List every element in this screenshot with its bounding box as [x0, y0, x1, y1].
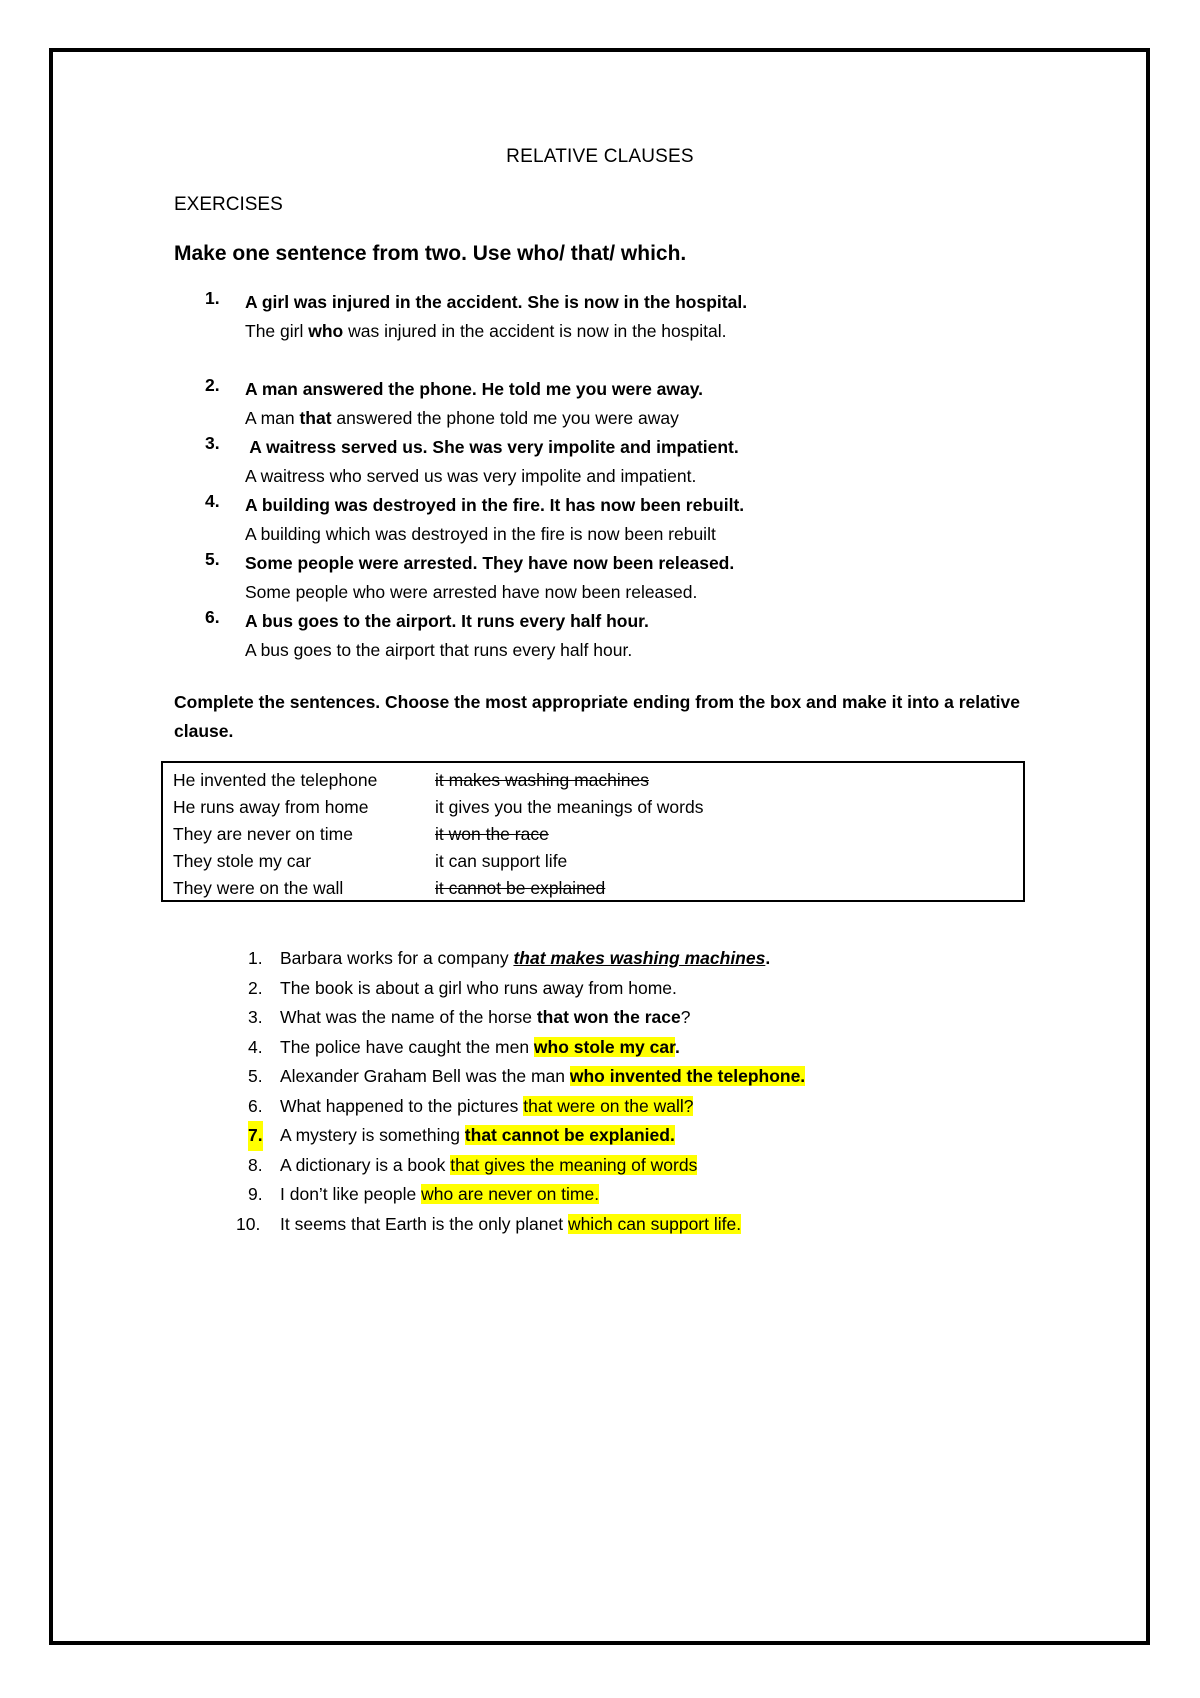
- item-number: 2.: [248, 977, 263, 998]
- answer-text: A man: [245, 408, 300, 428]
- item-text: What happened to the pictures: [280, 1095, 524, 1116]
- item-number: 3.: [205, 433, 220, 453]
- item-text: A dictionary is a book: [280, 1154, 451, 1175]
- exercise-2-item: [248, 944, 805, 974]
- item-number: 1.: [205, 288, 220, 308]
- item-text: Alexander Graham Bell was the man: [280, 1066, 570, 1086]
- item-answer: [245, 462, 747, 491]
- item-question: A bus goes to the airport. It runs every half hour.: [245, 611, 649, 631]
- item-question: A girl was injured in the accident. She is now in the hospital.: [245, 292, 748, 312]
- exercise-2-item: [248, 1092, 805, 1122]
- exercise-1-item: [205, 491, 747, 549]
- answer-keyword: who: [308, 321, 344, 341]
- answer-text: A bus goes to the airport that runs every half hour.: [245, 640, 633, 660]
- item-number: 4.: [205, 491, 220, 511]
- item-answer: that were on the wall?: [523, 1095, 694, 1116]
- answer-text: A building which was destroyed in the fire is now been rebuilt: [245, 524, 716, 544]
- item-answer: that makes washing machines: [513, 948, 766, 968]
- exercise-2-item: [248, 1151, 805, 1181]
- item-answer: [245, 317, 747, 346]
- item-text: Barbara works for a company: [280, 948, 514, 968]
- exercise-1-item: [205, 549, 747, 607]
- box-subjects-column: [173, 767, 377, 902]
- item-number: 6.: [248, 1095, 263, 1116]
- item-text: What was the name of the horse: [280, 1007, 537, 1027]
- answer-text: The girl: [245, 321, 309, 341]
- item-text: The book is about a girl who runs away from home.: [280, 977, 677, 998]
- box-ending-struck: it won the race: [435, 824, 549, 844]
- item-suffix: ?: [680, 1007, 691, 1027]
- item-answer: [245, 520, 747, 549]
- item-text: It seems that Earth is the only planet: [280, 1213, 568, 1234]
- item-question: Some people were arrested. They have now been released.: [245, 553, 735, 573]
- exercise-2-item: [248, 1062, 805, 1092]
- item-answer: that won the race: [536, 1007, 681, 1027]
- item-question: A waitress served us. She was very impolite and impatient.: [245, 437, 739, 457]
- exercise-2-instruction: Complete the sentences. Choose the most appropriate ending from the box and make it into a relative clause.: [174, 692, 1020, 741]
- section-heading: EXERCISES: [174, 194, 283, 215]
- item-text: A mystery is something: [280, 1125, 465, 1145]
- exercise-2-item: [248, 1003, 805, 1033]
- box-ending: it can support life: [435, 851, 568, 871]
- box-ending: it gives you the meanings of words: [435, 797, 704, 817]
- item-text: I don’t like people: [280, 1184, 422, 1204]
- exercise-1-list: [205, 288, 747, 665]
- answer-text: answered the phone told me you were away: [331, 408, 679, 428]
- exercise-1-instruction: Make one sentence from two. Use who/ that/ which.: [174, 242, 687, 265]
- item-text: The police have caught the men: [280, 1036, 534, 1057]
- exercise-2-item: [248, 1180, 805, 1210]
- box-subject: He invented the telephone: [173, 770, 378, 790]
- item-number: 6.: [205, 607, 220, 627]
- exercise-2-item: [248, 1121, 805, 1151]
- item-number: 9.: [248, 1184, 263, 1204]
- item-number: 3.: [248, 1007, 263, 1027]
- item-answer: [245, 404, 747, 433]
- page-title: RELATIVE CLAUSES: [506, 146, 694, 167]
- item-suffix: .: [674, 1036, 680, 1057]
- exercise-1-item: [205, 288, 747, 346]
- item-number: 1.: [248, 948, 263, 968]
- item-number: 2.: [205, 375, 220, 395]
- item-question: A man answered the phone. He told me you were away.: [245, 379, 704, 399]
- exercise-2-list: [236, 944, 806, 1239]
- item-number: 5.: [205, 549, 220, 569]
- box-subject: He runs away from home: [173, 797, 369, 817]
- box-ending-struck: it makes washing machines: [435, 770, 649, 790]
- box-subject: They are never on time: [173, 824, 353, 844]
- item-answer: that cannot be explanied.: [464, 1125, 675, 1145]
- box-endings-column: [435, 767, 703, 902]
- item-answer: [245, 578, 747, 607]
- box-subject: They were on the wall: [173, 878, 344, 898]
- item-answer: who are never on time.: [421, 1184, 600, 1204]
- endings-box: [161, 761, 1025, 902]
- item-number: 7.: [248, 1121, 263, 1151]
- exercise-1-item: [205, 433, 747, 491]
- box-subject: They stole my car: [173, 851, 312, 871]
- item-answer: [245, 636, 747, 665]
- item-answer: that gives the meaning of words: [450, 1154, 698, 1175]
- item-number: 8.: [248, 1154, 263, 1175]
- answer-text: Some people who were arrested have now been released.: [245, 582, 698, 602]
- exercise-1-item: [205, 375, 747, 433]
- item-number: 10.: [236, 1213, 261, 1234]
- answer-text: was injured in the accident is now in the hospital.: [343, 321, 727, 341]
- item-answer: who invented the telephone.: [569, 1066, 806, 1086]
- answer-keyword: that: [299, 408, 332, 428]
- item-suffix: .: [765, 948, 771, 968]
- box-ending-struck: it cannot be explained: [435, 878, 606, 898]
- exercise-2-item: [248, 974, 805, 1004]
- exercise-2-item: [236, 1210, 805, 1240]
- exercise-1-item: [205, 607, 747, 665]
- item-question: A building was destroyed in the fire. It has now been rebuilt.: [245, 495, 745, 515]
- item-number: 5.: [248, 1066, 263, 1086]
- exercise-2-item: [248, 1033, 805, 1063]
- answer-text: A waitress who served us was very impolite and impatient.: [245, 466, 697, 486]
- item-number: 4.: [248, 1036, 263, 1057]
- item-answer: which can support life.: [567, 1213, 742, 1234]
- item-answer: who stole my car: [533, 1036, 675, 1057]
